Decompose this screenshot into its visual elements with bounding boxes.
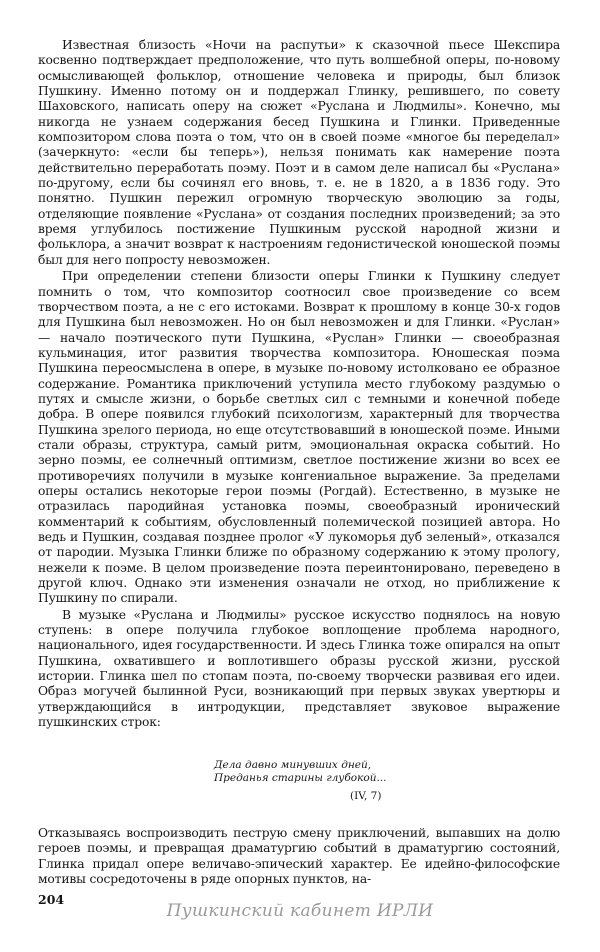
verse-line-2: Преданья старины глубокой... [214, 772, 387, 784]
main-text [38, 38, 560, 730]
watermark: Пушкинский кабинет ИРЛИ [166, 901, 434, 921]
paragraph-2: При определении степени близости оперы Глинки к Пушкину следует помнить о том, что композитор соотносил свое произведение со всем творчеством поэта, а не с его истоками. Возврат к прошлому в конце 30-х годов для Пушкина был невозможен. Но он был невозможен и для Глинки. «Руслан» — начало поэтического пути Пушкина, «Руслан» Глинки — своеобразная кульминация, итог развития творчества композитора. Юношеская поэма Пушкина переосмыслена в опере, в музыке по-новому истолковано ее образное содержание. Романтика приключений уступила место глубокому раздумью о путях и смысле жизни, о борьбе светлых сил с темными и конечной победе добра. В опере появился глубокий психологизм, характерный для творчества Пушкина зрелого периода, но еще отсутствовавший в юношеской поэме. Иными стали образы, структура, самый ритм, эмоциональная окраска событий. Но зерно поэмы, ее солнечный оптимизм, светлое постижение жизни во всех ее противоречиях получили в музыке конгениальное выражение. За пределами оперы остались некоторые герои поэмы (Рогдай). Естественно, в музыке не отразилась пародийная установка поэмы, своеобразный иронический комментарий к событиям, обусловленный полемической позицией автора. Но ведь и Пушкин, создавая позднее пролог «У лукоморья дуб зеленый», отказался от пародии. Музыка Глинки ближе по образному содержанию к этому прологу, нежели к поэме. В целом произведение поэта переинтонировано, переведено в другой ключ. Однако эти изменения означали не отход, но приближение к Пушкину по спирали. [38, 269, 560, 606]
paragraph-3: В музыке «Руслана и Людмилы» русское искусство поднялось на новую ступень: в опере получила глубокое воплощение проблема народного, национального, идея государственности. И здесь Глинка тоже опирался на опыт Пушкина, охватившего и воплотившего образы русской жизни, русской истории. Глинка шел по стопам поэта, по-своему творчески развивая его идеи. Образ могучей былинной Руси, возникающий при первых звуках увертюры и утверждающийся в интродукции, представляет звуковое выражение пушкинских строк: [38, 607, 560, 730]
verse-quote [214, 759, 387, 785]
paragraph-1: Известная близость «Ночи на распутьи» к сказочной пьесе Шекспира косвенно подтверждает предположение, что путь волшебной оперы, по-новому осмысливающей фольклор, отношение человека и природы, был близок Пушкину. Именно потому он и поддержал Глинку, решившего, по совету Шаховского, написать оперу на сюжет «Руслана и Людмилы». Конечно, мы никогда не узнаем содержания бесед Пушкина и Глинки. Приведенные композитором слова поэта о том, что он в своей поэме «многое бы переделал» (зачеркнуто: «если бы теперь»), нельзя понимать как намерение поэта действительно переработать поэму. Поэт и в самом деле написал бы «Руслана» по-другому, если бы сочинял его вновь, т. е. не в 1820, а в 1836 году. Это понятно. Пушкин пережил огромную творческую эволюцию за годы, отделяющие появление «Руслана» от создания последних произведений; за это время углубилось постижение Пушкиным русской народной жизни и фольклора, а значит возврат к настроениям гедонистической юношеской поэмы был для него попросту невозможен. [38, 38, 560, 267]
verse-line-1: Дела давно минувших дней, [214, 759, 372, 771]
paragraph-4: Отказываясь воспроизводить пеструю смену приключений, выпавших на долю героев поэмы, и превращая драматургию событий в драматургию состояний, Глинка придал опере величаво-эпический характер. Ее идейно-философские мотивы сосредоточены в ряде опорных пунктов, на- [38, 826, 560, 887]
page-number: 204 [38, 892, 65, 907]
verse-reference: (IV, 7) [350, 790, 382, 802]
